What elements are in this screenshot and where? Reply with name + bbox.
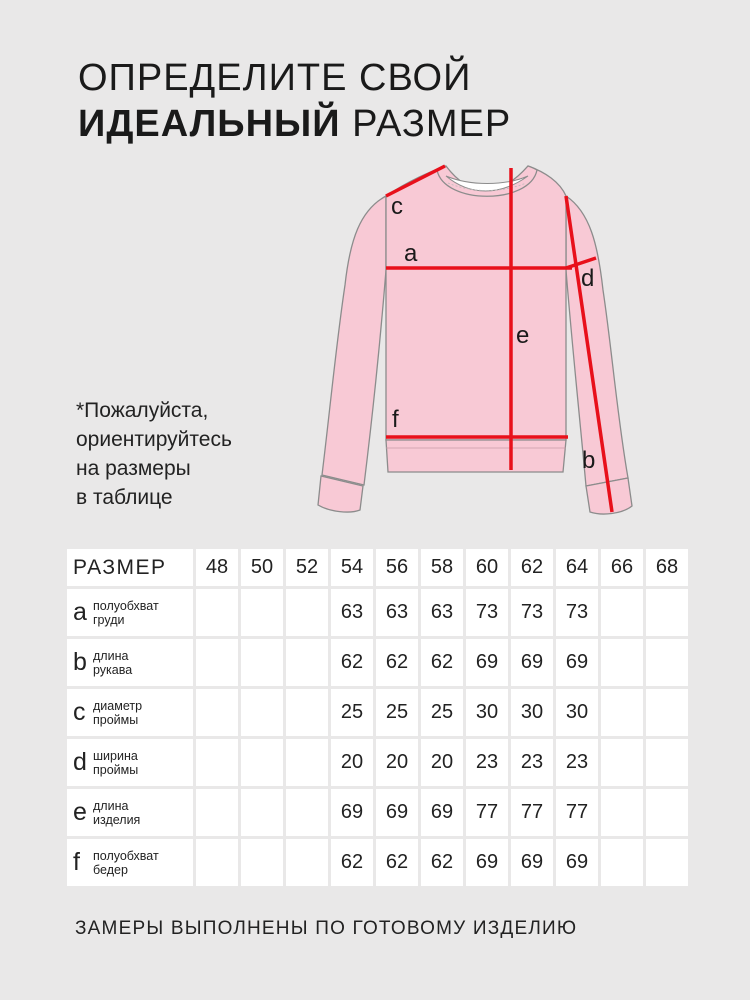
measurement-value <box>646 589 688 636</box>
measurement-letter: c <box>73 698 86 726</box>
measurement-value <box>241 839 283 886</box>
measurement-value <box>286 589 328 636</box>
measurement-description <box>93 699 142 727</box>
left-sleeve <box>322 196 386 485</box>
size-column-header: 48 <box>196 549 238 586</box>
description-line: груди <box>93 612 125 627</box>
description-line: длина <box>93 798 129 813</box>
measurement-value: 62 <box>421 639 463 686</box>
measurement-value <box>646 739 688 786</box>
measurement-letter: a <box>73 598 87 626</box>
measurement-value <box>601 839 643 886</box>
measurement-value: 69 <box>511 839 553 886</box>
diagram-label-a: a <box>404 240 418 267</box>
size-column-header: 66 <box>601 549 643 586</box>
measurement-value: 30 <box>511 689 553 736</box>
note-line: *Пожалуйста, <box>76 399 209 422</box>
measurement-value: 69 <box>466 839 508 886</box>
measurement-value: 73 <box>511 589 553 636</box>
measurement-description <box>93 799 140 827</box>
measurement-value <box>286 639 328 686</box>
measurement-value: 77 <box>511 789 553 836</box>
diagram-label-e: e <box>516 322 530 349</box>
waistband <box>386 440 566 472</box>
measurement-value <box>196 689 238 736</box>
measurement-value <box>286 839 328 886</box>
garment-body <box>386 166 566 440</box>
measurement-label <box>67 639 193 686</box>
measurement-label <box>67 739 193 786</box>
measurement-value: 23 <box>556 739 598 786</box>
measurement-value <box>601 789 643 836</box>
measurement-value: 69 <box>376 789 418 836</box>
measurement-value: 62 <box>376 839 418 886</box>
measurement-value: 62 <box>331 839 373 886</box>
diagram-label-b: b <box>582 447 596 474</box>
title-regular: РАЗМЕР <box>352 103 512 145</box>
measurement-description <box>93 599 159 627</box>
measurement-value <box>241 689 283 736</box>
size-table <box>64 546 691 889</box>
measurement-value: 23 <box>466 739 508 786</box>
measurement-value: 62 <box>421 839 463 886</box>
size-column-header: 68 <box>646 549 688 586</box>
table-row <box>67 789 688 836</box>
description-line: рукава <box>93 662 133 677</box>
measurement-value: 62 <box>331 639 373 686</box>
title-bold: ИДЕАЛЬНЫЙ <box>78 103 341 145</box>
table-header-row <box>67 549 688 586</box>
table-row <box>67 589 688 636</box>
measurement-label <box>67 689 193 736</box>
measurement-value <box>601 689 643 736</box>
description-line: изделия <box>93 812 141 827</box>
measurement-value: 20 <box>376 739 418 786</box>
measurement-value: 77 <box>466 789 508 836</box>
table-row <box>67 839 688 886</box>
measurement-value <box>196 639 238 686</box>
description-line: полуобхват <box>93 848 159 863</box>
note-line: на размеры <box>76 457 191 480</box>
measurement-value: 73 <box>466 589 508 636</box>
diagram-label-d: d <box>581 265 595 292</box>
size-column-header: 54 <box>331 549 373 586</box>
measurement-value: 69 <box>556 639 598 686</box>
size-column-header: 64 <box>556 549 598 586</box>
measurement-letter: b <box>73 648 87 676</box>
size-column-header: 58 <box>421 549 463 586</box>
description-line: проймы <box>93 762 139 777</box>
measurement-value: 63 <box>331 589 373 636</box>
description-line: полуобхват <box>93 598 159 613</box>
description-line: бедер <box>93 862 128 877</box>
measurement-value: 25 <box>376 689 418 736</box>
measurement-value: 69 <box>466 639 508 686</box>
diagram-label-c: c <box>391 193 403 220</box>
size-column-header: 60 <box>466 549 508 586</box>
measurement-value: 25 <box>421 689 463 736</box>
measurement-value <box>196 589 238 636</box>
measurement-value: 23 <box>511 739 553 786</box>
measurement-value: 73 <box>556 589 598 636</box>
size-note <box>76 396 232 512</box>
measurement-value <box>646 839 688 886</box>
note-line: в таблице <box>76 486 173 509</box>
measurement-value <box>646 789 688 836</box>
size-column-header: 50 <box>241 549 283 586</box>
measurement-letter: e <box>73 798 87 826</box>
measurement-value <box>196 839 238 886</box>
measurement-letter: d <box>73 748 87 776</box>
table-row <box>67 739 688 786</box>
measurement-value: 63 <box>376 589 418 636</box>
measurement-value: 62 <box>376 639 418 686</box>
measurement-value: 77 <box>556 789 598 836</box>
title-line-1: ОПРЕДЕЛИТЕ СВОЙ <box>78 57 472 99</box>
measurement-value <box>646 639 688 686</box>
measurement-letter: f <box>73 848 80 876</box>
measurement-value <box>646 689 688 736</box>
measurement-value <box>601 739 643 786</box>
description-line: диаметр <box>93 698 143 713</box>
measurement-value: 30 <box>466 689 508 736</box>
measurement-label <box>67 589 193 636</box>
note-line: ориентируйтесь <box>76 428 232 451</box>
measurement-value <box>286 689 328 736</box>
measurement-value <box>286 739 328 786</box>
measurement-value <box>601 589 643 636</box>
measurement-value <box>196 789 238 836</box>
measurement-description <box>93 749 138 777</box>
measurement-value: 69 <box>421 789 463 836</box>
description-line: проймы <box>93 712 139 727</box>
size-column-header: 56 <box>376 549 418 586</box>
measurement-value: 69 <box>511 639 553 686</box>
diagram-label-f: f <box>392 406 399 433</box>
description-line: длина <box>93 648 129 663</box>
measurement-description <box>93 649 132 677</box>
measurement-value: 69 <box>556 839 598 886</box>
size-column-header: 62 <box>511 549 553 586</box>
measurement-value <box>286 789 328 836</box>
measurement-value <box>241 789 283 836</box>
description-line: ширина <box>93 748 138 763</box>
table-header-label <box>67 549 193 586</box>
right-sleeve <box>566 196 628 486</box>
measurement-value <box>196 739 238 786</box>
measurement-value <box>241 739 283 786</box>
measurement-value <box>601 639 643 686</box>
measurement-value <box>241 589 283 636</box>
table-row <box>67 639 688 686</box>
measurement-value <box>241 639 283 686</box>
measurement-value: 63 <box>421 589 463 636</box>
measurement-value: 20 <box>421 739 463 786</box>
measurement-value: 69 <box>331 789 373 836</box>
measurement-value: 25 <box>331 689 373 736</box>
measurement-value: 20 <box>331 739 373 786</box>
measurement-description <box>93 849 159 877</box>
measurement-label <box>67 839 193 886</box>
footer-note: ЗАМЕРЫ ВЫПОЛНЕНЫ ПО ГОТОВОМУ ИЗДЕЛИЮ <box>75 918 578 939</box>
table-row <box>67 689 688 736</box>
measurement-label <box>67 789 193 836</box>
size-column-header: 52 <box>286 549 328 586</box>
size-header-text: РАЗМЕР <box>73 555 167 579</box>
measurement-value: 30 <box>556 689 598 736</box>
